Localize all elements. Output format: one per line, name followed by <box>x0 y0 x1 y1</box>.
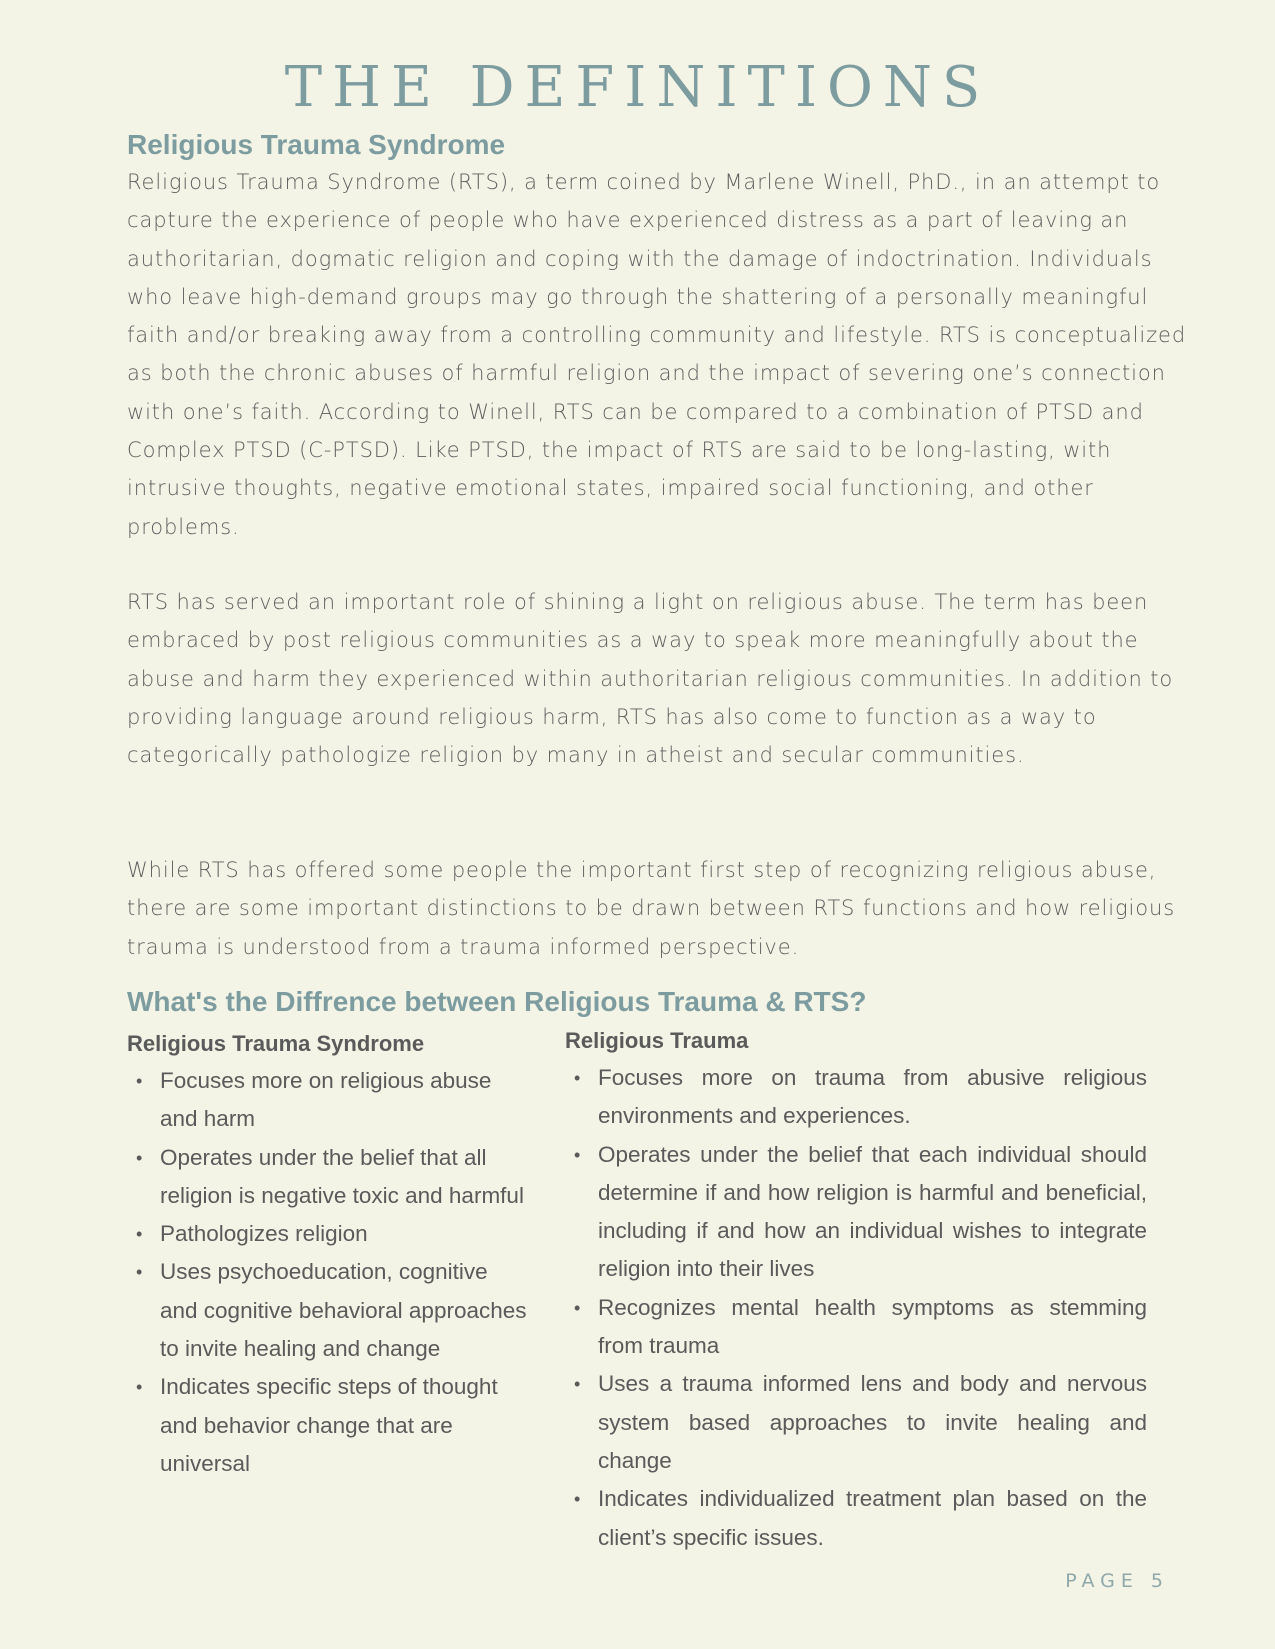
rts-list <box>127 1062 527 1483</box>
page-title: THE DEFINITIONS <box>284 55 991 120</box>
list-item-text: Recognizes mental health symptoms as stemming from trauma <box>598 1294 1147 1359</box>
bullet-icon: • <box>574 1068 581 1088</box>
bullet-icon: • <box>136 1147 143 1168</box>
list-item <box>136 1215 527 1253</box>
list-item-text: Pathologizes religion <box>160 1221 368 1247</box>
religious-trauma-list <box>565 1059 1147 1557</box>
list-item-text: Indicates individualized treatment plan based on the client’s specific issues. <box>598 1486 1147 1550</box>
rts-column <box>127 1030 527 1483</box>
rts-paragraph-2: RTS has served an important role of shining a light on religious abuse. The term has been embraced by post religious communities as a way to speak more meaningfully about the abuse and harm they experienced within authoritarian religious communities. In addition to providing language around religious harm, RTS has also come to function as a way to categorically pathologize religion by many in atheist and secular communities. <box>127 590 1174 768</box>
bullet-icon: • <box>136 1071 143 1091</box>
list-item-text: Focuses more on trauma from abusive religious environments and experiences. <box>598 1065 1147 1129</box>
bullet-icon: • <box>574 1144 581 1165</box>
religious-trauma-column <box>565 1027 1147 1557</box>
bullet-icon: • <box>136 1377 143 1398</box>
difference-heading: What's the Diffrence between Religious Trauma & RTS? <box>127 986 867 1017</box>
page-number: PAGE 5 <box>1065 1570 1169 1592</box>
list-item <box>136 1062 527 1139</box>
list-item-text: Operates under the belief that all religion is negative toxic and harmful <box>160 1144 524 1208</box>
list-item-text: Indicates specific steps of thought and behavior change that are universal <box>160 1374 498 1476</box>
list-item-text: Focuses more on religious abuse and harm <box>160 1068 492 1132</box>
list-item <box>574 1365 1147 1480</box>
bullet-icon: • <box>136 1224 143 1245</box>
list-item-text: Operates under the belief that each individual should determine if and how religion is harmful and beneficial, including if and how an individual wishes to integrate religion into their lives <box>598 1141 1147 1282</box>
rts-heading: Religious Trauma Syndrome <box>127 129 506 160</box>
bullet-icon: • <box>574 1489 581 1510</box>
list-item-text: Uses psychoeducation, cognitive and cognitive behavioral approaches to invite healing and change <box>160 1259 527 1362</box>
list-item <box>574 1136 1147 1289</box>
rts-paragraph-1: Religious Trauma Syndrome (RTS), a term coined by Marlene Winell, PhD., in an attempt to capture the experience of people who have experienced distress as a part of leaving an authoritarian, dogmatic religion and coping with the damage of indoctrination. Individuals who leave high-demand groups may go through the shattering of a personally meaningful faith and/or breaking away from a controlling community and lifestyle. RTS is conceptualized as both the chronic abuses of harmful religion and the impact of severing one’s connection with one’s faith. According to Winell, RTS can be compared to a combination of PTSD and Complex PTSD (C-PTSD). Like PTSD, the impact of RTS are said to be long-lasting, with intrusive thoughts, negative emotional states, impaired social functioning, and other problems. <box>127 170 1187 539</box>
bullet-icon: • <box>574 1297 581 1318</box>
list-item <box>574 1480 1147 1557</box>
list-item <box>574 1289 1147 1366</box>
rts-column-heading: Religious Trauma Syndrome <box>127 1031 425 1056</box>
list-item <box>136 1368 527 1483</box>
list-item <box>574 1059 1147 1136</box>
list-item <box>136 1139 527 1216</box>
religious-trauma-column-heading: Religious Trauma <box>565 1028 749 1053</box>
list-item <box>136 1253 527 1368</box>
list-item-text: Uses a trauma informed lens and body and nervous system based approaches to invite healing and change <box>598 1371 1147 1473</box>
rts-paragraph-3: While RTS has offered some people the important first step of recognizing religious abuse, there are some important distinctions to be drawn between RTS functions and how religious trauma is understood from a trauma informed perspective. <box>127 858 1176 959</box>
bullet-icon: • <box>136 1262 143 1283</box>
bullet-icon: • <box>574 1374 581 1395</box>
